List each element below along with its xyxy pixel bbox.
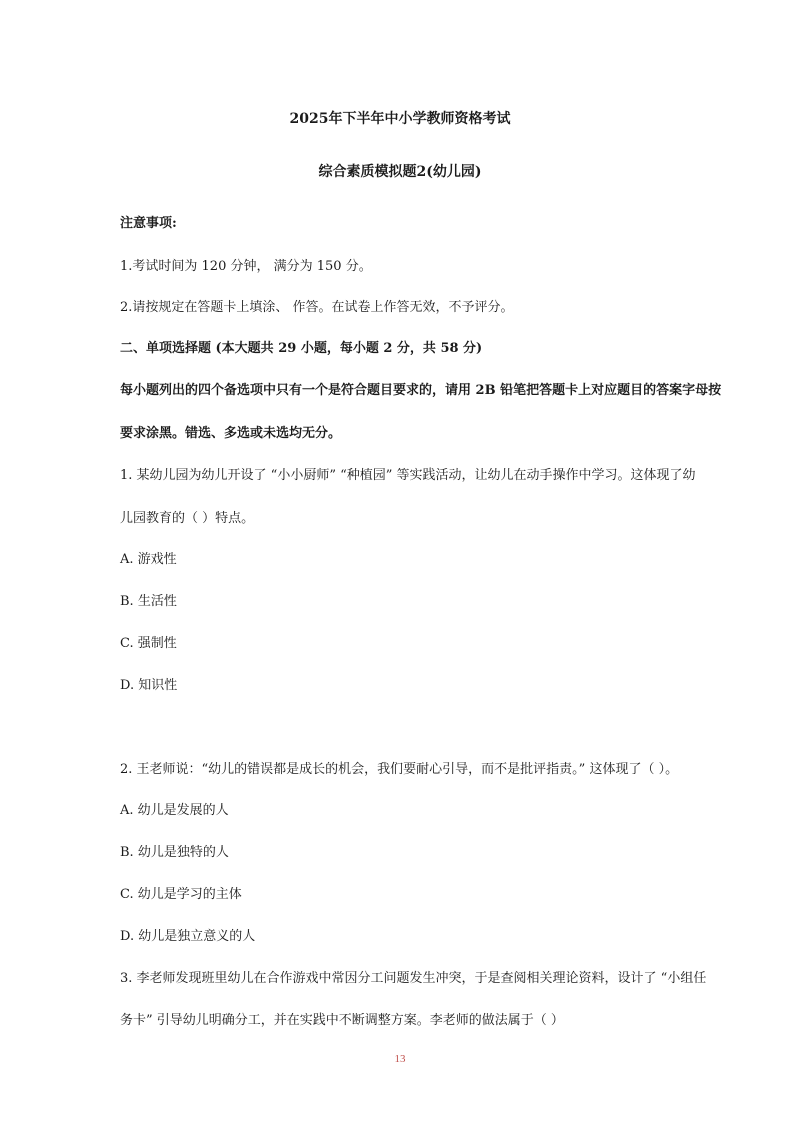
question-option: A. 游戏性	[120, 552, 177, 567]
question-option: C. 强制性	[120, 636, 177, 651]
section-instruction: 要求涂黑。错选、多选或未选均无分。	[120, 426, 342, 441]
question-option: A. 幼儿是发展的人	[120, 803, 229, 818]
page-title: 2025年下半年中小学教师资格考试	[289, 111, 511, 127]
question-option: B. 幼儿是独特的人	[120, 845, 229, 860]
question-stem: 务卡” 引导幼儿明确分工，并在实践中不断调整方案。李老师的做法属于（ ）	[120, 1013, 564, 1028]
page-number: 13	[394, 1053, 406, 1065]
question-option: C. 幼儿是学习的主体	[120, 887, 242, 902]
question-stem: 3. 李老师发现班里幼儿在合作游戏中常因分工问题发生冲突，于是查阅相关理论资料，设计了 “小组任	[120, 971, 707, 986]
section-heading: 二、单项选择题 (本大题共 29 小题，每小题 2 分，共 58 分)	[120, 341, 483, 356]
notice-item: 2.请按规定在答题卡上填涂、 作答。在试卷上作答无效，不予评分。	[120, 300, 514, 315]
section-instruction: 每小题列出的四个备选项中只有一个是符合题目要求的，请用 2B 铅笔把答题卡上对应题目的答案字母按	[120, 383, 722, 398]
notice-item: 1.考试时间为 120 分钟， 满分为 150 分。	[120, 259, 372, 274]
page-subtitle: 综合素质模拟题2(幼儿园)	[318, 164, 482, 180]
question-stem: 1. 某幼儿园为幼儿开设了 “小小厨师” “种植园” 等实践活动，让幼儿在动手操作中学习。这体现了幼	[120, 468, 696, 483]
question-option: D. 幼儿是独立意义的人	[120, 929, 256, 944]
question-stem: 2. 王老师说：“幼儿的错误都是成长的机会，我们要耐心引导，而不是批评指责。” 这体现了（ ）。	[120, 762, 679, 777]
question-option: B. 生活性	[120, 594, 177, 609]
question-stem: 儿园教育的（ ）特点。	[120, 511, 255, 526]
question-option: D. 知识性	[120, 678, 178, 693]
notice-heading: 注意事项:	[120, 216, 177, 231]
